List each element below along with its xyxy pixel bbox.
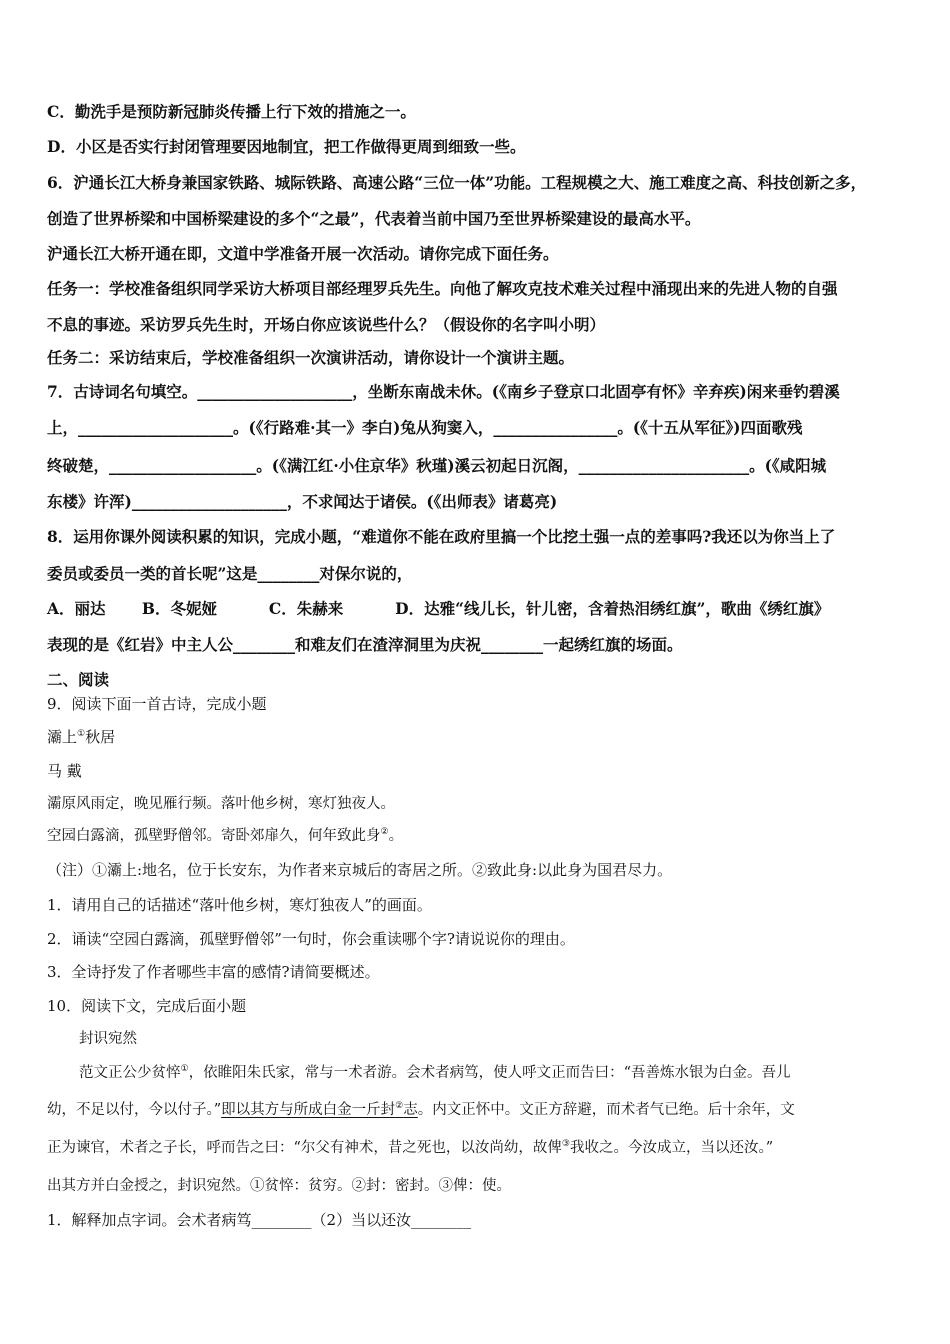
- q10-passage-title: 封识宛然: [79, 1031, 137, 1047]
- q10-passage-line-4: 出其方并白金授之，封识宛然。①贫悴：贫穷。②封：密封。③俾：使。: [47, 1178, 511, 1194]
- q5-option-d: D．小区是否实行封闭管理要因地制宜，把工作做得更周到细致一些。: [47, 137, 526, 156]
- q8-line-2: 委员或委员一类的首长呢”这是________对保尔说的，: [47, 564, 413, 583]
- q6-line-1: 6．沪通长江大桥身兼国家铁路、城际铁路、高速公路“三位一体”功能。工程规模之大、施工难度之高、科技创新之多，: [47, 173, 867, 192]
- q6-task-2: 任务二：采访结束后，学校准备组织一次演讲活动，请你设计一个演讲主题。: [47, 348, 575, 367]
- q6-task-1-line-1: 任务一：学校准备组织同学采访大桥项目部经理罗兵先生。向他了解攻克技术难关过程中涌现出来的先进人物的自强: [47, 279, 838, 298]
- q8-line-4: 表现的是《红岩》中主人公________和难友们在渣滓洞里为庆祝________一起绣红旗的场面。: [47, 635, 683, 654]
- q9-question-2: 2．诵读“空园白露滴，孤壁野僧邻”一句时，你会重读哪个字?请说说你的理由。: [47, 930, 575, 948]
- q9-poem-title: 灞上①秋居: [47, 728, 116, 746]
- q6-line-3: 沪通长江大桥开通在即，文道中学准备开展一次活动。请你完成下面任务。: [47, 244, 559, 263]
- underlined-sentence: 即以其方与所成白金一斤封②志: [221, 1101, 418, 1118]
- q9-intro: 9．阅读下面一首古诗，完成小题: [47, 695, 267, 713]
- q10-passage-line-1: 范文正公少贫悴①，依睢阳朱氏家，常与一术者游。会术者病笃，使人呼文正而告曰：“吾善炼水银为白金。吾儿: [79, 1064, 791, 1081]
- q9-question-1: 1．请用自己的话描述“落叶他乡树，寒灯独夜人”的画面。: [47, 896, 432, 914]
- q7-line-1: 7．古诗词名句填空。____________________，坐断东南战未休。(《南乡子登京口北固亭有怀》辛弃疾)闲来垂钓碧溪: [47, 382, 840, 401]
- q5-option-c: C．勤洗手是预防新冠肺炎传播上行下效的措施之一。: [47, 102, 416, 121]
- q9-question-3: 3．全诗抒发了作者哪些丰富的感情?请简要概述。: [47, 963, 380, 981]
- q8-line-1: 8．运用你课外阅读积累的知识，完成小题，“难道你不能在政府里搞一个比挖土强一点的差事吗?我还以为你当上了: [47, 527, 836, 546]
- q9-note: （注）①灞上:地名，位于长安东，为作者来京城后的寄居之所。②致此身:以此身为国君尽力。: [47, 861, 673, 879]
- q9-poem-line-1: 灞原风雨定，晚见雁行频。落叶他乡树，寒灯独夜人。: [47, 796, 395, 812]
- q9-poem-author: 马 戴: [47, 762, 82, 780]
- section-heading-reading: 二、阅读: [47, 670, 110, 689]
- q6-task-1-line-2: 不息的事迹。采访罗兵先生时，开场白你应该说些什么？（假设你的名字叫小明）: [47, 315, 606, 334]
- q9-poem-line-2: 空园白露滴，孤壁野僧邻。寄卧郊扉久，何年致此身②。: [47, 827, 404, 844]
- q10-passage-line-3: 正为谏官，术者之子长，呼而告之曰：“尔父有神术，昔之死也，以汝尚幼，故俾③我收之。今汝成立，当以还汝。”: [47, 1139, 774, 1156]
- q7-line-3: 终破楚，___________________。(《满江红·小住京华》秋瑾)溪云初起日沉阁，______________________。(《咸阳城: [47, 456, 827, 475]
- q7-line-4: 东楼》许浑)____________________，不求闻达于诸侯。(《出师表》诸葛亮): [47, 492, 558, 511]
- q6-line-2: 创造了世界桥梁和中国桥梁建设的多个“之最”，代表着当前中国乃至世界桥梁建设的最高水平。: [47, 209, 701, 228]
- q10-question-1: 1．解释加点字词。会术者病笃________（2）当以还汝________: [47, 1211, 472, 1229]
- q10-intro: 10．阅读下文，完成后面小题: [47, 997, 247, 1015]
- q10-passage-line-2: 幼，不足以付，今以付子。”即以其方与所成白金一斤封②志。内文正怀中。文正方辞避，而术者气已绝。后十余年，文: [47, 1101, 795, 1118]
- q7-line-2: 上，____________________。(《行路难·其一》李白)兔从狗窦入，________________。(《十五从军征》)四面歌残: [47, 418, 803, 437]
- q8-line-3: A．丽达 B．冬妮娅 C．朱赫来 D．达雅“线儿长，针儿密，含着热泪绣红旗”，歌曲《绣红旗》: [47, 599, 830, 618]
